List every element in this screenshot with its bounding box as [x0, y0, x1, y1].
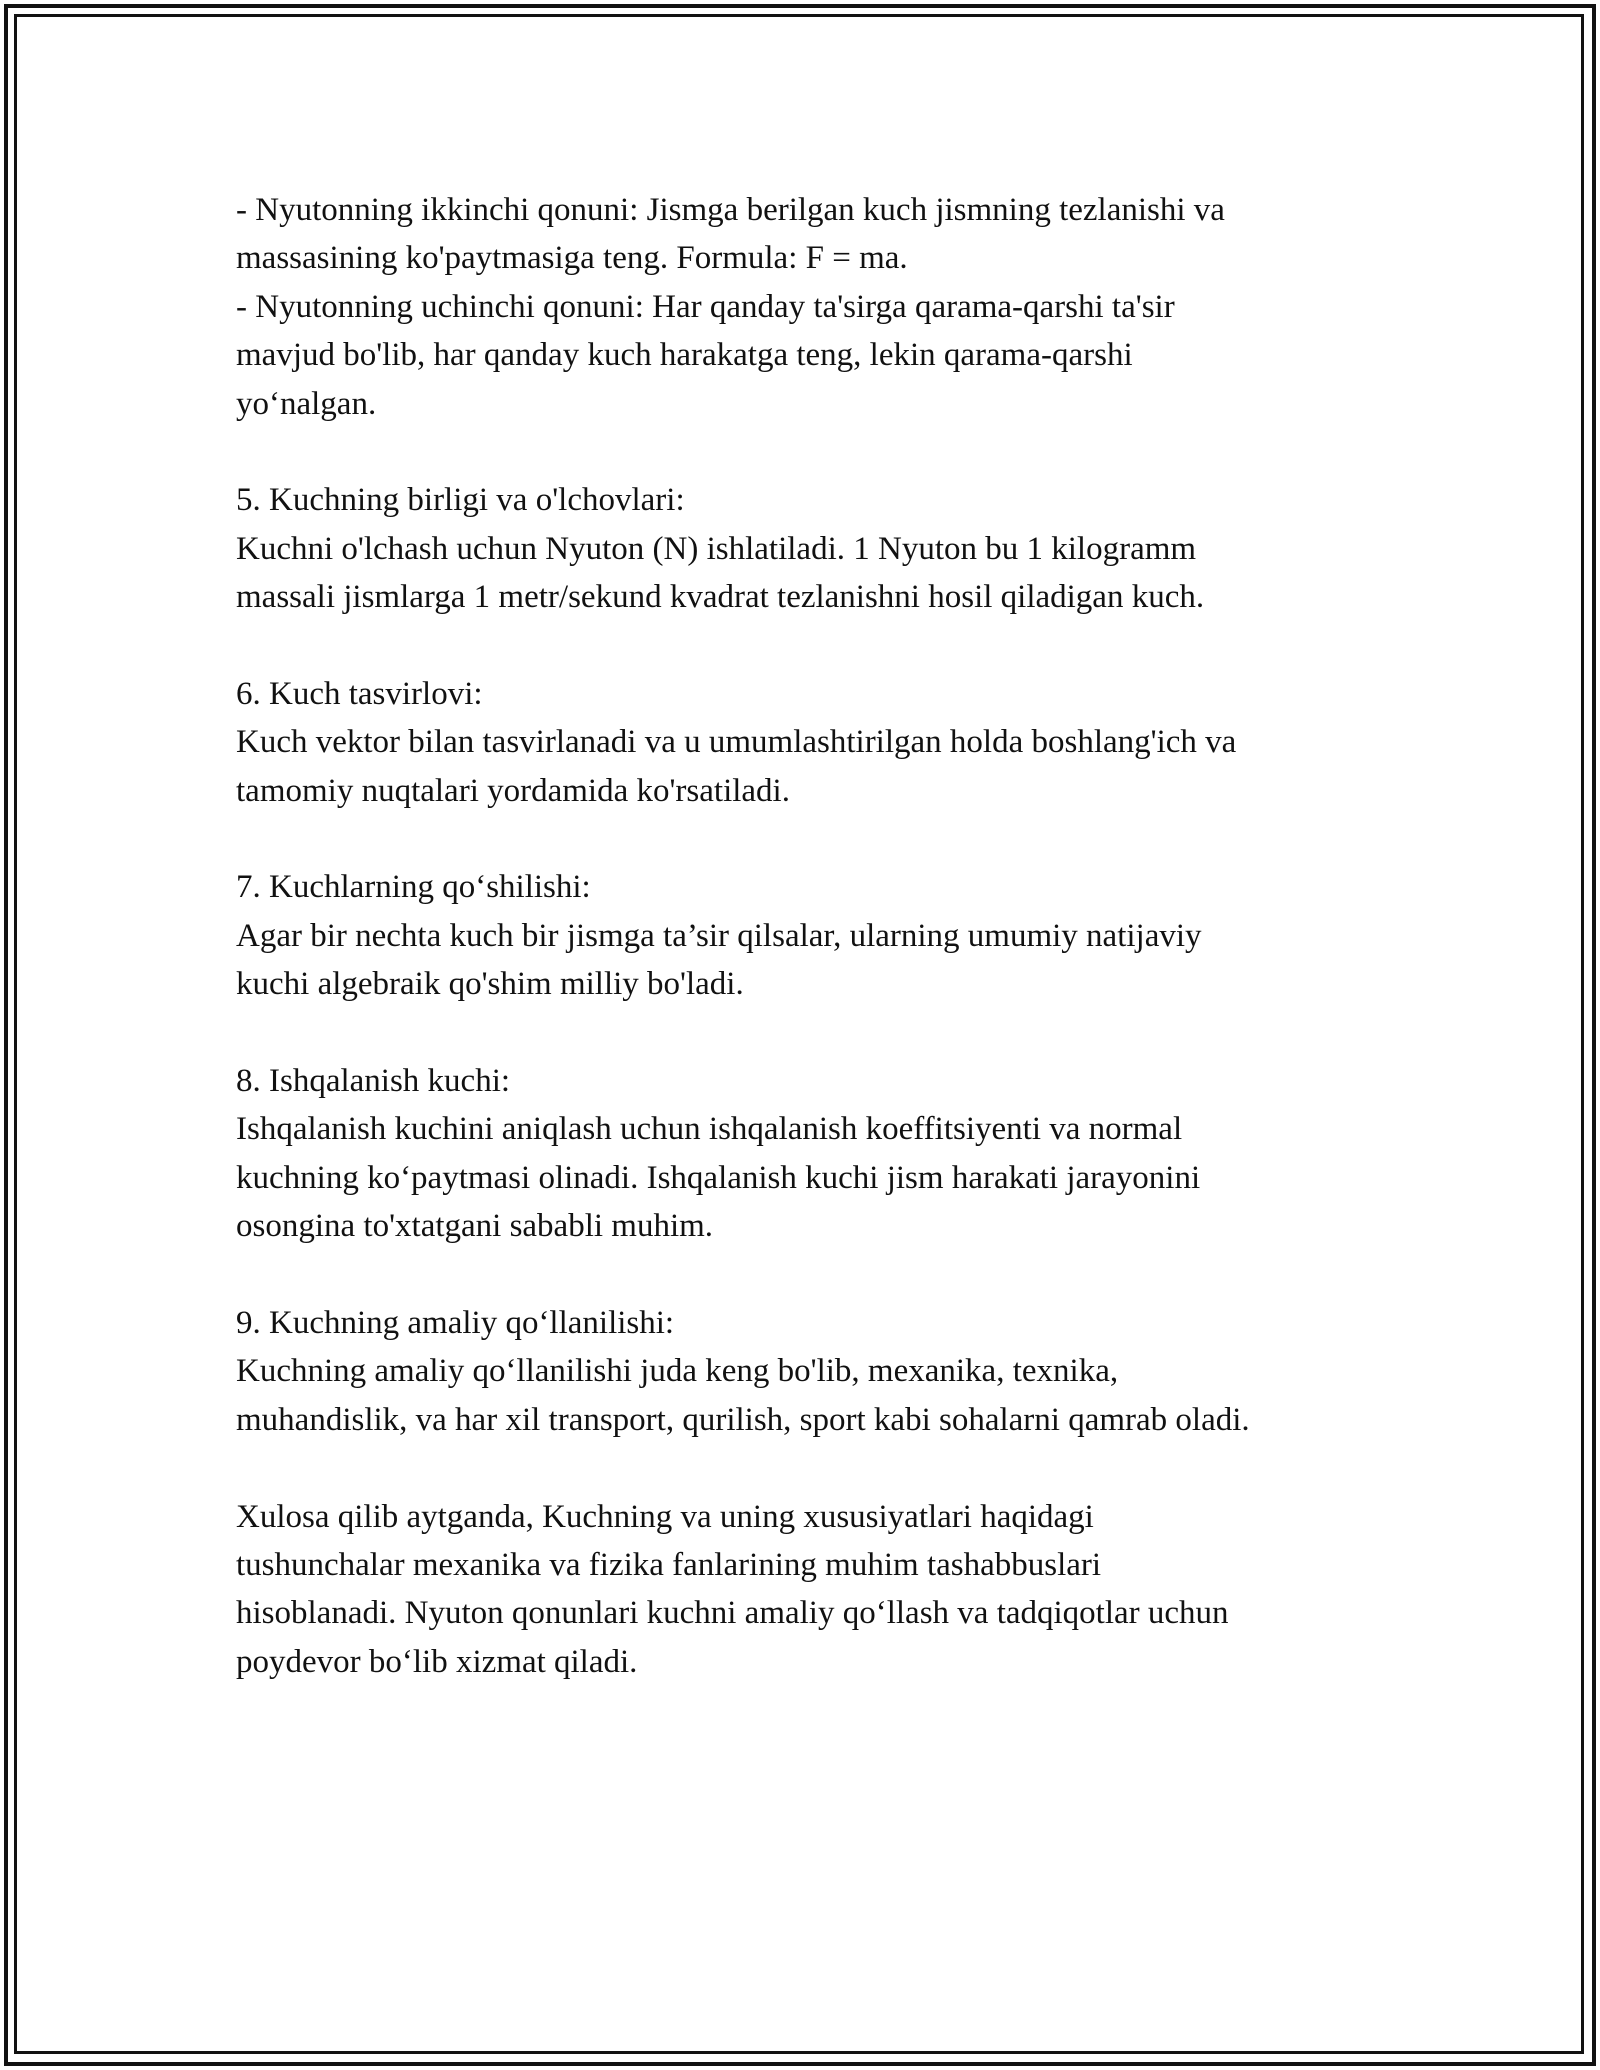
- blank-line: [236, 815, 1396, 863]
- section-heading-9: 9. Kuchning amaliy qo‘llanilishi:: [236, 1304, 675, 1341]
- section-heading-5: 5. Kuchning birligi va o'lchovlari:: [236, 482, 685, 519]
- text-line: Kuchning amaliy qo‘llanilishi juda keng bo'lib, mexanika, texnika,: [236, 1353, 1119, 1390]
- blank-line: [236, 428, 1396, 476]
- conclusion-line: hisoblanadi. Nyuton qonunlari kuchni amaliy qo‘llash va tadqiqotlar uchun: [236, 1595, 1229, 1632]
- text-line: kuchning ko‘paytmasi olinadi. Ishqalanish kuchi jism harakati jarayonini: [236, 1159, 1201, 1196]
- text-line: massasining ko'paytmasiga teng. Formula: F = ma.: [236, 240, 908, 277]
- text-line: kuchi algebraik qo'shim milliy bo'ladi.: [236, 966, 744, 1003]
- conclusion-line: tushunchalar mexanika va fizika fanlarining muhim tashabbuslari: [236, 1546, 1102, 1583]
- section-heading-6: 6. Kuch tasvirlovi:: [236, 675, 483, 712]
- text-line: Kuchni o'lchash uchun Nyuton (N) ishlatiladi. 1 Nyuton bu 1 kilogramm: [236, 530, 1197, 567]
- text-line: Ishqalanish kuchini aniqlash uchun ishqalanish koeffitsiyenti va normal: [236, 1111, 1183, 1148]
- section-heading-8: 8. Ishqalanish kuchi:: [236, 1063, 511, 1100]
- document-body: [236, 186, 1396, 1686]
- text-line: osongina to'xtatgani sababli muhim.: [236, 1208, 714, 1245]
- text-line: - Nyutonning ikkinchi qonuni: Jismga berilgan kuch jismning tezlanishi va: [236, 192, 1225, 228]
- text-line: massali jismlarga 1 metr/sekund kvadrat tezlanishni hosil qiladigan kuch.: [236, 579, 1205, 616]
- blank-line: [236, 1444, 1396, 1492]
- text-line: yo‘nalgan.: [236, 385, 377, 422]
- conclusion-line: Xulosa qilib aytganda, Kuchning va uning xususiyatlari haqidagi: [236, 1498, 1094, 1535]
- text-line: tamomiy nuqtalari yordamida ko'rsatiladi.: [236, 772, 790, 809]
- text-line: - Nyutonning uchinchi qonuni: Har qanday ta'sirga qarama-qarshi ta'sir: [236, 288, 1175, 325]
- section-heading-7: 7. Kuchlarning qo‘shilishi:: [236, 869, 591, 906]
- conclusion-line: poydevor bo‘lib xizmat qiladi.: [236, 1643, 638, 1680]
- blank-line: [236, 1251, 1396, 1299]
- text-line: Kuch vektor bilan tasvirlanadi va u umumlashtirilgan holda boshlang'ich va: [236, 724, 1237, 761]
- blank-line: [236, 1009, 1396, 1057]
- blank-line: [236, 622, 1396, 670]
- text-line: Agar bir nechta kuch bir jismga ta’sir qilsalar, ularning umumiy natijaviy: [236, 917, 1202, 954]
- text-line: muhandislik, va har xil transport, qurilish, sport kabi sohalarni qamrab oladi.: [236, 1401, 1250, 1438]
- text-line: mavjud bo'lib, har qanday kuch harakatga teng, lekin qarama-qarshi: [236, 337, 1133, 374]
